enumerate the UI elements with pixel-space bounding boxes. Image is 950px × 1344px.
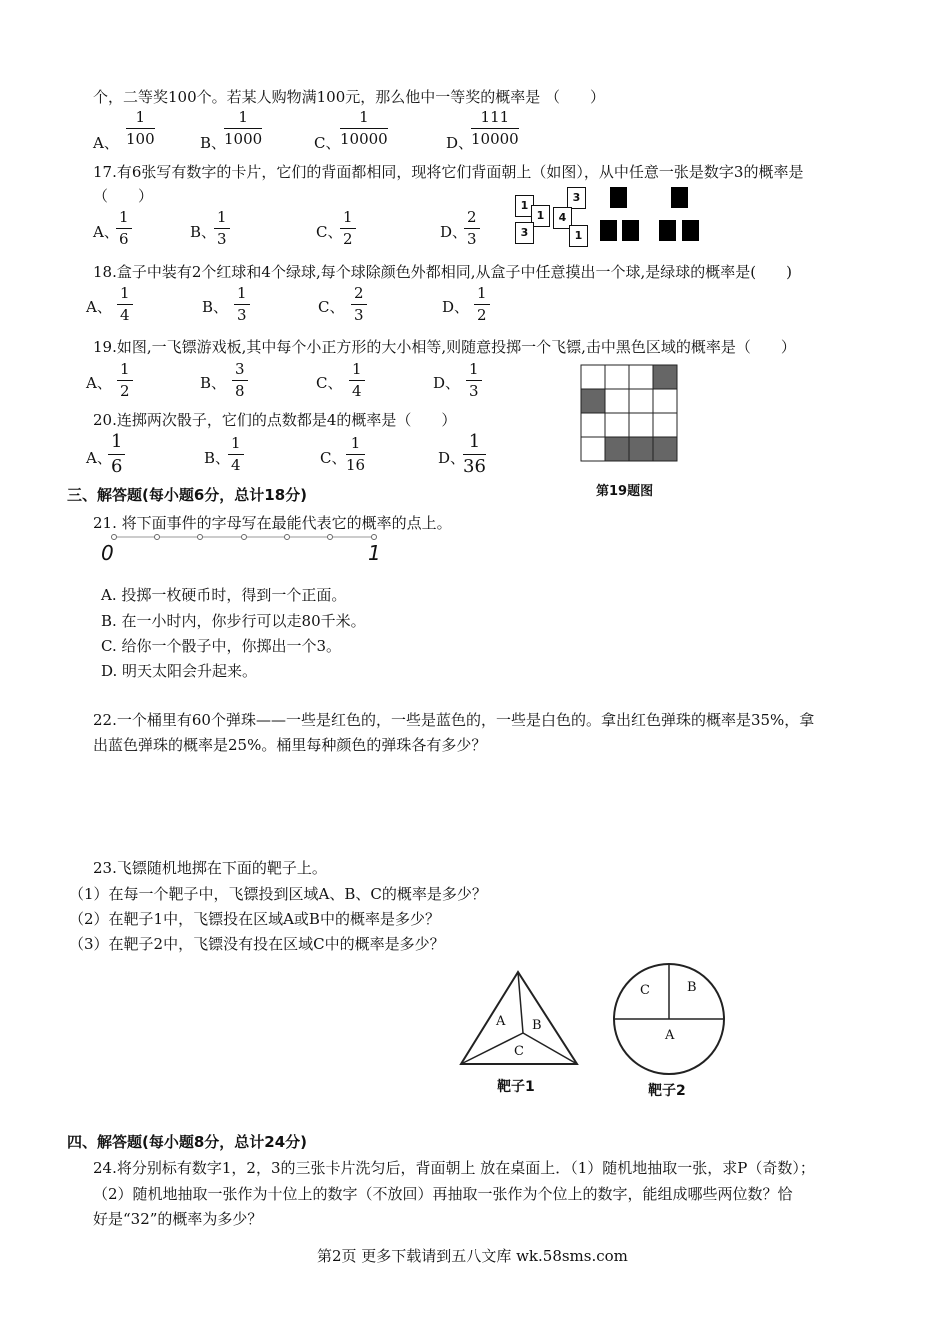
q17-option-b-fraction	[214, 210, 230, 247]
q19-option-b-fraction	[232, 362, 248, 399]
q21-item-a: A. 投掷一枚硬币时，得到一个正面。	[101, 586, 347, 604]
denominator: 2	[477, 306, 487, 324]
numerator: 1	[346, 436, 365, 455]
numerator: 1	[117, 286, 133, 305]
q19-option-a-fraction	[117, 362, 133, 399]
q18-option-d-label: D、	[442, 298, 470, 316]
denominator: 16	[346, 456, 366, 474]
target-1-region-c: C	[514, 1044, 524, 1059]
denominator: 6	[119, 230, 129, 248]
section-4-heading: 四、解答题(每小题8分，总计24分)	[67, 1133, 308, 1151]
q19-option-c-fraction	[349, 362, 365, 399]
q20-option-d-fraction	[463, 433, 486, 476]
target-1-region-b: B	[532, 1018, 542, 1033]
q19-option-a-label: A、	[86, 374, 112, 392]
q21-item-d: D. 明天太阳会升起来。	[101, 662, 258, 680]
q17-option-c-fraction	[340, 210, 356, 247]
q19-option-d-label: D、	[433, 374, 461, 392]
q17-option-c-label: C、	[316, 223, 343, 241]
denominator: 3	[217, 230, 227, 248]
q19-dartboard-grid	[580, 364, 679, 463]
numerator: 1	[126, 110, 155, 129]
target-1-region-a: A	[496, 1014, 506, 1029]
grid-cell-dark	[653, 437, 677, 461]
q20-option-a-fraction	[108, 433, 125, 476]
denominator: 3	[469, 382, 479, 400]
q18-option-c-label: C、	[318, 298, 345, 316]
denominator: 10000	[340, 130, 388, 148]
section-3-heading: 三、解答题(每小题6分，总计18分)	[67, 486, 308, 504]
denominator: 4	[352, 382, 362, 400]
q16-option-a-label: A、	[93, 134, 119, 152]
q19-option-d-fraction	[466, 362, 482, 399]
numerator: 2	[351, 286, 367, 305]
grid-cell-light	[653, 389, 677, 413]
grid-cell-dark	[629, 437, 653, 461]
page-footer: 第2页 更多下载请到五八文库 wk.58sms.com	[317, 1247, 628, 1265]
grid-cell-light	[605, 413, 629, 437]
q20-option-d-label: D、	[438, 449, 466, 467]
q20-option-b-label: B、	[204, 449, 231, 467]
card-face: 1	[515, 195, 534, 217]
numerator: 2	[464, 210, 480, 229]
numerator: 1	[214, 210, 230, 229]
target-2-region-c: C	[640, 983, 650, 998]
q19-caption: 第19题图	[596, 484, 654, 499]
grid-cell-light	[605, 389, 629, 413]
q24-line2: （2）随机地抽取一张作为十位上的数字（不放回）再抽取一张作为个位上的数字，能组成哪些两位数？恰	[93, 1185, 793, 1203]
q20-option-c-label: C、	[320, 449, 347, 467]
q18-option-b-label: B、	[202, 298, 229, 316]
grid-cell-dark	[653, 365, 677, 389]
q16-option-b-label: B、	[200, 134, 227, 152]
numerator: 1	[466, 362, 482, 381]
q21-number-line	[110, 532, 380, 544]
q23-text: 23.飞镖随机地掷在下面的靶子上。	[93, 859, 327, 877]
card-back	[622, 220, 639, 241]
q21-zero-label: 0	[101, 541, 114, 565]
q16-option-d-fraction	[471, 110, 519, 147]
card-face: 3	[515, 222, 534, 244]
card-back	[659, 220, 676, 241]
denominator: 3	[237, 306, 247, 324]
q20-text: 20.连掷两次骰子，它们的点数都是4的概率是（ ）	[93, 411, 457, 429]
q23-target-2	[609, 962, 731, 1076]
q20-option-a-label: A、	[86, 449, 112, 467]
numerator: 1	[116, 210, 132, 229]
grid-cell-light	[629, 413, 653, 437]
denominator: 2	[120, 382, 130, 400]
card-back	[671, 187, 688, 208]
numerator: 1	[340, 210, 356, 229]
target-2-caption: 靶子2	[648, 1083, 686, 1099]
grid-cell-light	[629, 389, 653, 413]
denominator: 4	[231, 456, 241, 474]
q18-option-b-fraction	[234, 286, 250, 323]
q17-option-d-fraction	[464, 210, 480, 247]
q23-sub-3: （3）在靶子2中，飞镖没有投在区域C中的概率是多少？	[69, 935, 445, 953]
q22-line1: 22.一个桶里有60个弹珠——一些是红色的，一些是蓝色的，一些是白色的。拿出红色弹珠的概率是35%，拿	[93, 711, 815, 729]
numerator: 1	[228, 436, 244, 455]
target-1-caption: 靶子1	[497, 1079, 535, 1095]
q24-line1: 24.将分别标有数字1，2，3的三张卡片洗匀后，背面朝上 放在桌面上．（1）随机地抽取一张，求P（奇数）；	[93, 1159, 815, 1177]
card-back	[610, 187, 627, 208]
card-face: 4	[553, 207, 572, 229]
card-back	[600, 220, 617, 241]
denominator: 3	[467, 230, 477, 248]
denominator: 3	[354, 306, 364, 324]
numerator: 1	[474, 286, 490, 305]
grid-cell-light	[605, 365, 629, 389]
grid-cell-dark	[605, 437, 629, 461]
q23-sub-2: （2）在靶子1中，飞镖投在区域A或B中的概率是多少？	[69, 910, 440, 928]
q19-option-b-label: B、	[200, 374, 227, 392]
grid-cell-light	[653, 413, 677, 437]
denominator: 100	[126, 130, 155, 148]
target-2-region-b: B	[687, 980, 697, 995]
denominator: 1000	[224, 130, 263, 148]
card-back	[682, 220, 699, 241]
q23-sub-1: （1）在每一个靶子中，飞镖投到区域A、B、C的概率是多少？	[69, 885, 487, 903]
q17-option-b-label: B、	[190, 223, 217, 241]
numerator: 1	[340, 110, 388, 129]
grid-cell-light	[629, 365, 653, 389]
q17-option-d-label: D、	[440, 223, 468, 241]
q19-text: 19.如图,一飞镖游戏板,其中每个小正方形的大小相等,则随意投掷一个飞镖,击中黑色区域的概率是（ ）	[93, 338, 796, 356]
numerator: 1	[463, 433, 486, 455]
denominator: 8	[235, 382, 245, 400]
q17-line2: （ ）	[93, 187, 154, 205]
q18-option-a-label: A、	[86, 298, 112, 316]
numerator: 1	[117, 362, 133, 381]
q16-option-b-fraction	[224, 110, 262, 147]
q17-option-a-fraction	[116, 210, 132, 247]
q16-option-c-fraction	[340, 110, 388, 147]
card-face: 1	[531, 205, 550, 227]
q16-text: 个，二等奖100个。若某人购物满100元，那么他中一等奖的概率是 （ ）	[93, 88, 606, 106]
numerator: 3	[232, 362, 248, 381]
numerator: 1	[224, 110, 262, 129]
numerator: 1	[349, 362, 365, 381]
grid-cell-light	[581, 413, 605, 437]
q16-option-d-label: D、	[446, 134, 474, 152]
q21-one-label: 1	[368, 541, 381, 565]
q16-option-c-label: C、	[314, 134, 341, 152]
q17-line1: 17.有6张写有数字的卡片，它们的背面都相同，现将它们背面朝上（如图），从中任意一张是数字3的概率是	[93, 163, 804, 181]
q18-text: 18.盒子中装有2个红球和4个绿球,每个球除颜色外都相同,从盒子中任意摸出一个球,是绿球的概率是( )	[93, 263, 792, 281]
grid-cell-light	[581, 365, 605, 389]
target-2-region-a: A	[665, 1028, 675, 1043]
q21-text: 21. 将下面事件的字母写在最能代表它的概率的点上。	[93, 514, 452, 532]
q24-line3: 好是“32”的概率为多少？	[93, 1210, 263, 1228]
q20-option-c-fraction	[346, 436, 365, 473]
q18-option-c-fraction	[351, 286, 367, 323]
q19-option-c-label: C、	[316, 374, 343, 392]
denominator: 4	[120, 306, 130, 324]
q18-option-a-fraction	[117, 286, 133, 323]
card-face: 3	[567, 187, 586, 209]
grid-cell-dark	[581, 389, 605, 413]
q21-item-b: B. 在一小时内，你步行可以走80千米。	[101, 612, 366, 630]
numerator: 111	[471, 110, 519, 129]
q17-option-a-label: A、	[93, 223, 119, 241]
q20-option-b-fraction	[228, 436, 244, 473]
card-face: 1	[569, 225, 588, 247]
grid-cell-light	[581, 437, 605, 461]
denominator: 6	[111, 456, 123, 477]
q18-option-d-fraction	[474, 286, 490, 323]
numerator: 1	[234, 286, 250, 305]
q16-option-a-fraction	[126, 110, 155, 147]
numerator: 1	[108, 433, 125, 455]
denominator: 10000	[471, 130, 519, 148]
denominator: 2	[343, 230, 353, 248]
denominator: 36	[463, 456, 486, 477]
q21-item-c: C. 给你一个骰子中，你掷出一个3。	[101, 637, 342, 655]
q22-line2: 出蓝色弹珠的概率是25%。桶里每种颜色的弹珠各有多少？	[93, 736, 487, 754]
